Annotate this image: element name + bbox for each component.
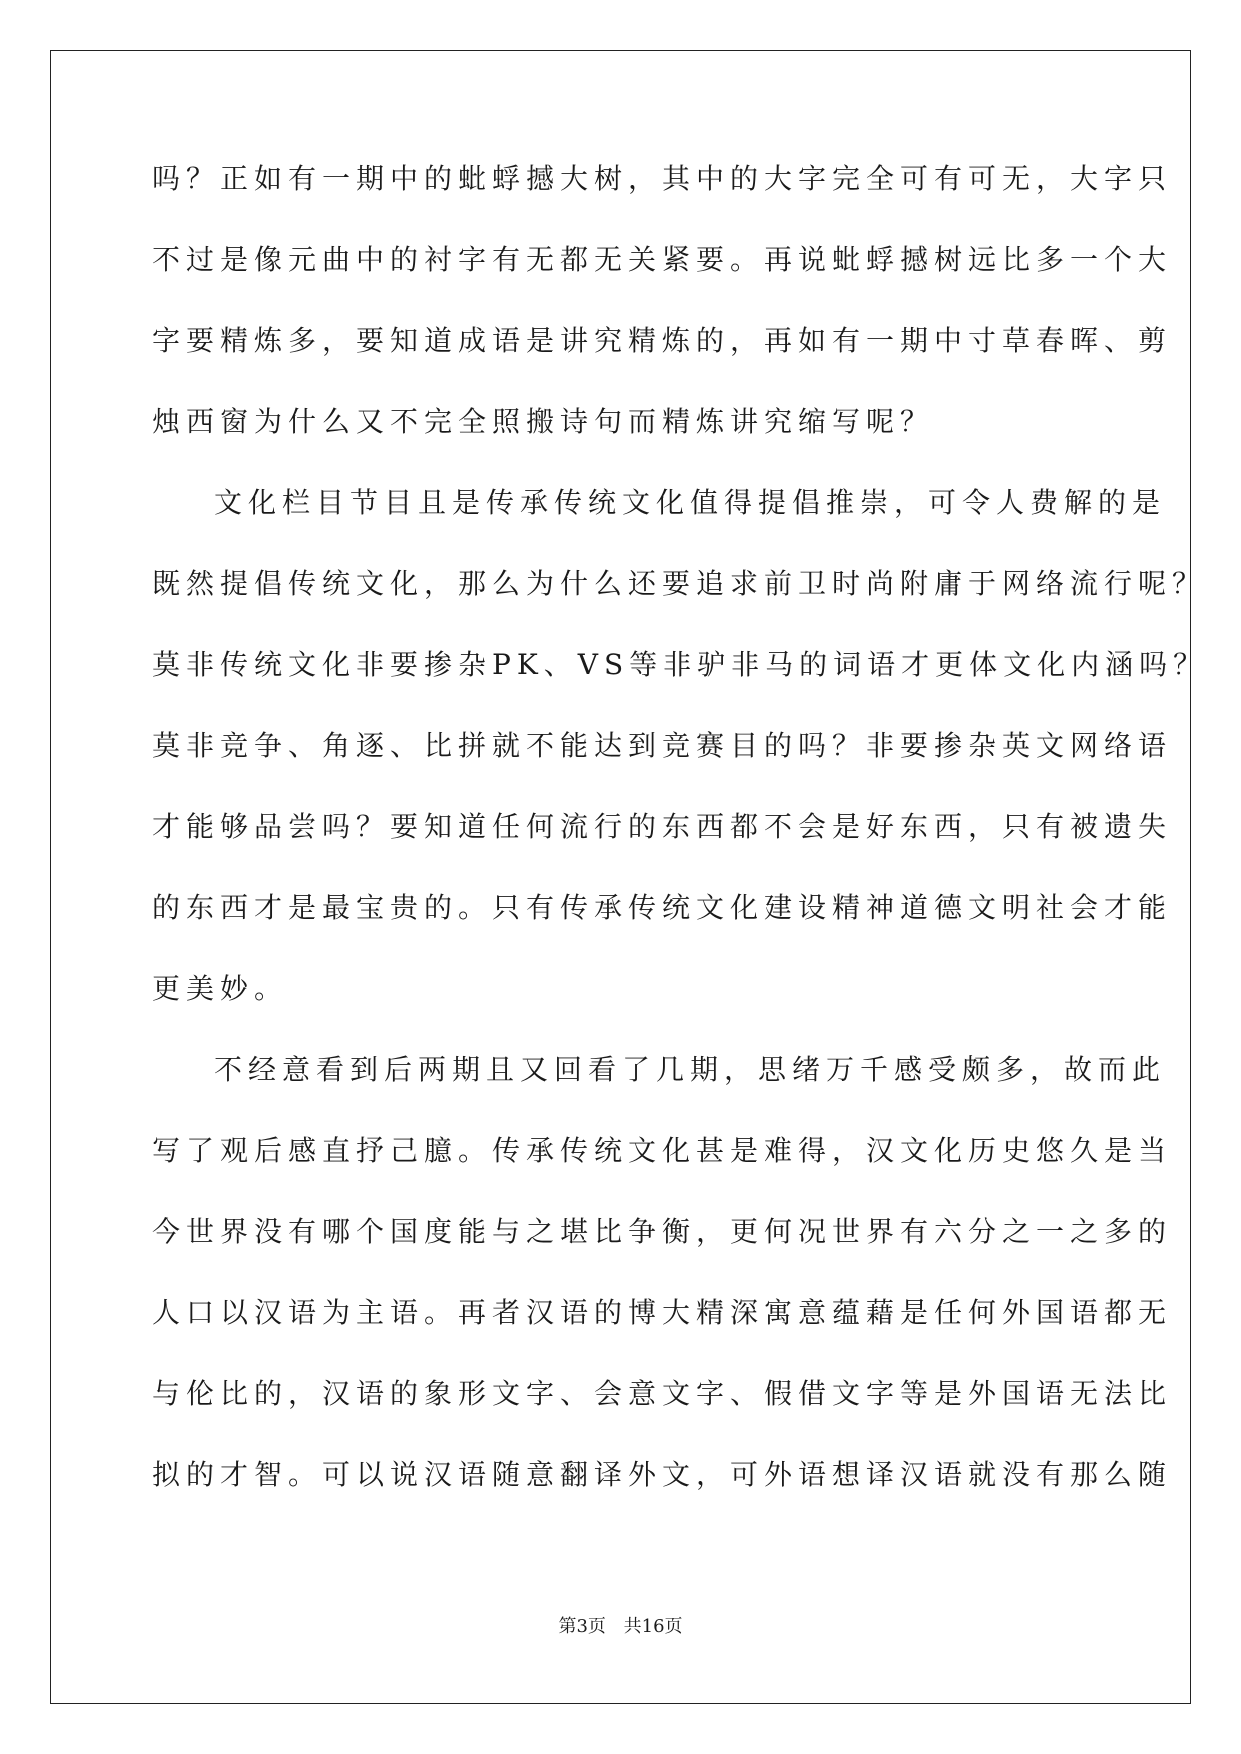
page-number: 第3页 bbox=[558, 1616, 606, 1637]
paragraph-first-line: 不经意看到后两期且又回看了几期，思绪万千感受颇多，故而此 bbox=[214, 1053, 1167, 1086]
text-line: 莫非竞争、角逐、比拼就不能达到竞赛目的吗？非要掺杂英文网络语 bbox=[152, 729, 1173, 762]
text-line: 不过是像元曲中的衬字有无都无关紧要。再说蚍蜉撼树远比多一个大 bbox=[152, 243, 1173, 276]
text-line: 莫非传统文化非要掺杂PK、VS等非驴非马的词语才更体文化内涵吗？ bbox=[152, 648, 1208, 681]
text-line: 吗？正如有一期中的蚍蜉撼大树，其中的大字完全可有可无，大字只 bbox=[152, 162, 1173, 195]
text-line: 更美妙。 bbox=[152, 972, 289, 1005]
text-line: 烛西窗为什么又不完全照搬诗句而精炼讲究缩写呢？ bbox=[152, 405, 935, 438]
paragraph-first-line: 文化栏目节目且是传承传统文化值得提倡推崇，可令人费解的是 bbox=[214, 486, 1167, 519]
text-line: 既然提倡传统文化，那么为什么还要追求前卫时尚附庸于网络流行呢？ bbox=[152, 567, 1207, 600]
page-footer bbox=[0, 1615, 1241, 1639]
text-line: 的东西才是最宝贵的。只有传承传统文化建设精神道德文明社会才能 bbox=[152, 891, 1173, 924]
page-total: 共16页 bbox=[623, 1616, 683, 1637]
text-line: 字要精炼多，要知道成语是讲究精炼的，再如有一期中寸草春晖、剪 bbox=[152, 324, 1173, 357]
text-line: 人口以汉语为主语。再者汉语的博大精深寓意蕴藉是任何外国语都无 bbox=[152, 1296, 1173, 1329]
text-line: 才能够品尝吗？要知道任何流行的东西都不会是好东西，只有被遗失 bbox=[152, 810, 1173, 843]
document-body bbox=[152, 162, 1208, 1540]
text-line: 今世界没有哪个国度能与之堪比争衡，更何况世界有六分之一之多的 bbox=[152, 1215, 1173, 1248]
text-line: 与伦比的，汉语的象形文字、会意文字、假借文字等是外国语无法比 bbox=[152, 1377, 1173, 1410]
text-line: 写了观后感直抒己臆。传承传统文化甚是难得，汉文化历史悠久是当 bbox=[152, 1134, 1173, 1167]
text-line: 拟的才智。可以说汉语随意翻译外文，可外语想译汉语就没有那么随 bbox=[152, 1458, 1173, 1491]
